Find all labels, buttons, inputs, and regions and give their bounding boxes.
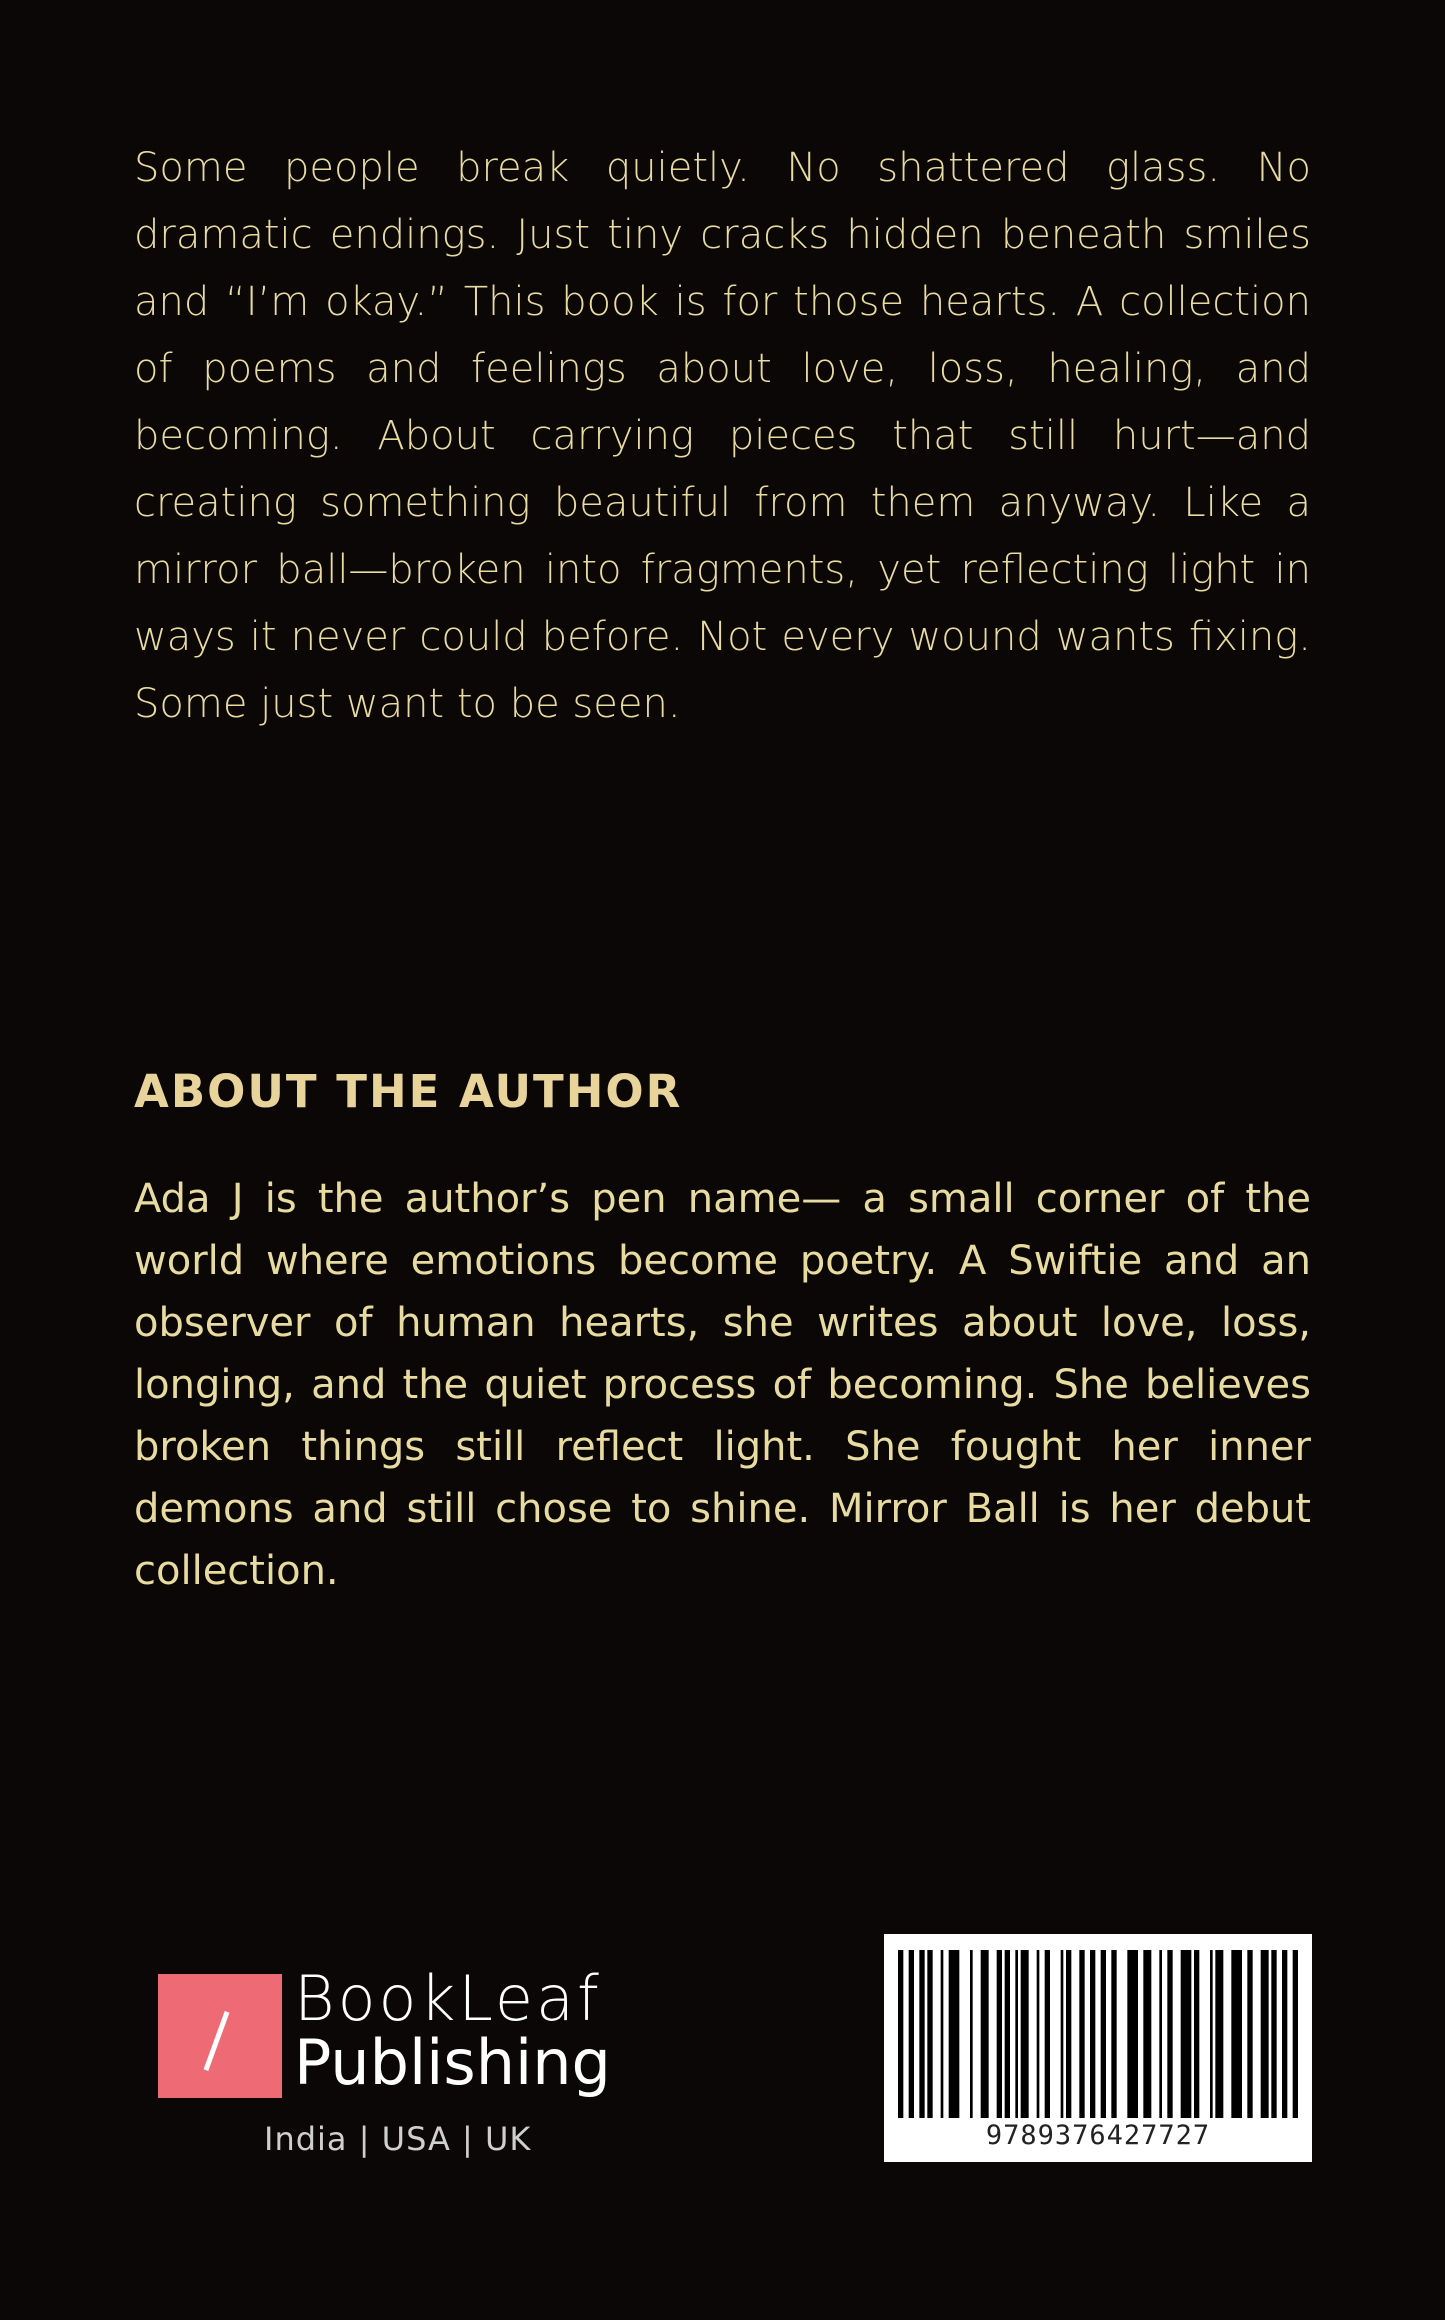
book-blurb: Some people break quietly. No shattered glass. No dramatic endings. Just tiny cracks hidden beneath smiles and “I’m okay.” This book is for those hearts. A collection of poems and feelings about love, loss, healing, and becoming. About carrying pieces that still hurt—and creating something beautiful from them anyway. Like a mirror ball—broken into fragments, yet reflecting light in ways it never could before. Not every wound wants fixing. Some just want to be seen. [134,145,1311,727]
barcode-bar [1111,1950,1116,2118]
publisher-name-line2: Publishing [294,2026,611,2099]
barcode-bar [1293,1950,1298,2118]
barcode-bar [1194,1950,1199,2118]
barcode-bar [941,1950,944,2118]
barcode-bar [909,1950,914,2118]
publisher-name-line1: BookLeaf [294,1962,602,2035]
barcode-bar [981,1950,989,2118]
barcode-bar [1037,1950,1040,2118]
barcode-bar [1090,1950,1095,2118]
barcode-bars [898,1950,1298,2118]
barcode-bar [997,1950,1002,2118]
barcode-bar [1282,1950,1287,2118]
logo-square-icon [158,1974,282,2098]
barcode-bar [1079,1950,1084,2118]
publisher-logo [158,1962,618,2099]
barcode-bar [1261,1950,1269,2118]
barcode-bar [1015,1950,1018,2118]
barcode-bar [1143,1950,1151,2118]
barcode-bar [1181,1950,1192,2118]
barcode-bar [919,1950,924,2118]
barcode [884,1934,1312,2162]
logo-slash-icon [204,2011,230,2071]
barcode-bar [1231,1950,1242,2118]
barcode-bar [1021,1950,1029,2118]
barcode-bar [949,1950,960,2118]
barcode-bar [1045,1950,1050,2118]
barcode-bar [927,1950,932,2118]
barcode-bar [1215,1950,1223,2118]
barcode-bar [1159,1950,1162,2118]
barcode-bar [1061,1950,1064,2118]
barcode-bar [1066,1950,1071,2118]
barcode-bar [1271,1950,1276,2118]
author-bio: Ada J is the author’s pen name— a small corner of the world where emotions become poetry. A Swiftie and an observer of human hearts, she writes about love, loss, longing, and the quiet process of becoming. She believes broken things still reflect light. She fought her inner demons and still chose to shine. Mirror Ball is her debut collection. [134,1176,1311,1594]
barcode-bar [970,1950,973,2118]
barcode-bar [1247,1950,1252,2118]
barcode-bar [898,1950,903,2118]
barcode-bar [1005,1950,1010,2118]
publisher-regions: India | USA | UK [264,2120,532,2158]
about-author-heading: ABOUT THE AUTHOR [134,1065,683,1118]
barcode-bar [1210,1950,1213,2118]
barcode-bar [1101,1950,1106,2118]
barcode-bar [1167,1950,1172,2118]
isbn-number: 9789376427727 [985,2120,1211,2151]
barcode-bar [1127,1950,1138,2118]
